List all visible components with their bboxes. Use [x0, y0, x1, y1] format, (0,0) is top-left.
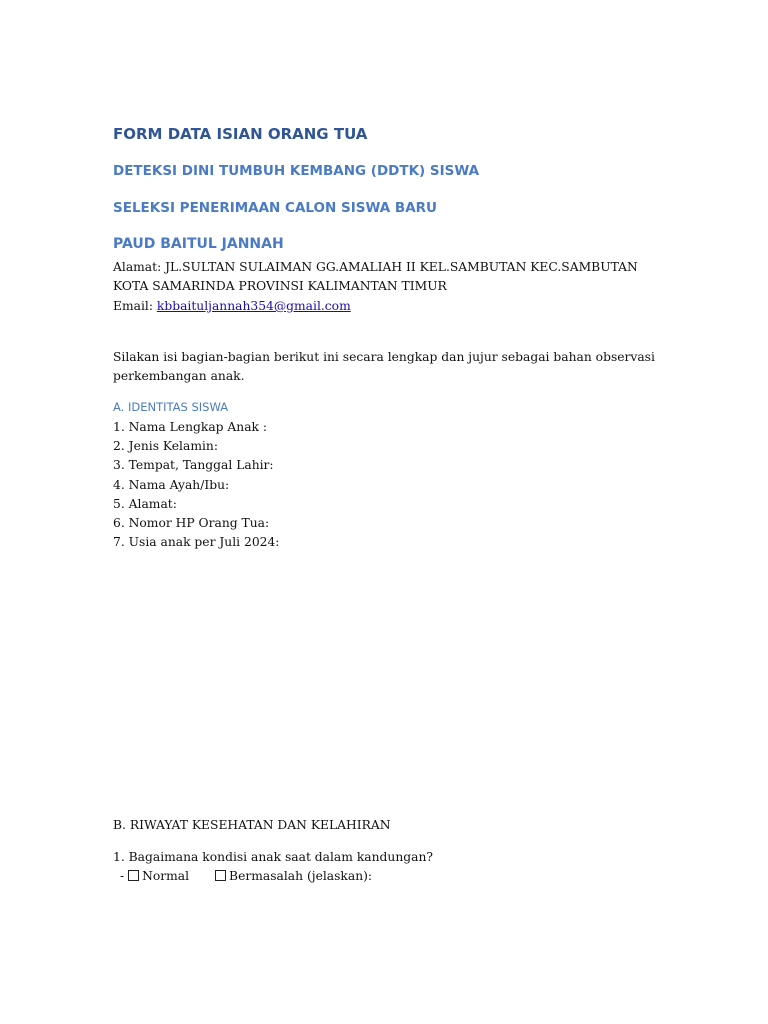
email-line [113, 297, 351, 316]
normal-checkbox[interactable] [128, 870, 139, 881]
identity-item-parent-name: 4. Nama Ayah/Ibu: [113, 477, 230, 492]
problem-checkbox[interactable] [215, 870, 226, 881]
option-prefix: - [120, 869, 129, 883]
form-subtitle-ddtk: DETEKSI DINI TUMBUH KEMBANG (DDTK) SISWA [113, 163, 480, 179]
form-title: FORM DATA ISIAN ORANG TUA [113, 125, 368, 143]
question-pregnancy: 1. Bagaimana kondisi anak saat dalam kandungan? [113, 850, 433, 864]
option-problem-label: Bermasalah (jelaskan): [229, 869, 373, 883]
identity-item-age: 7. Usia anak per Juli 2024: [113, 535, 280, 550]
school-name: PAUD BAITUL JANNAH [113, 236, 284, 252]
section-a-title: A. IDENTITAS SISWA [113, 400, 229, 414]
pregnancy-options [120, 867, 372, 886]
intro-line-1: Silakan isi bagian-bagian berikut ini secara lengkap dan jujur sebagai bahan observasi [113, 350, 655, 364]
intro-line-2: perkembangan anak. [113, 369, 245, 383]
identity-list [113, 418, 279, 552]
identity-item-phone: 6. Nomor HP Orang Tua: [113, 516, 270, 531]
identity-item-child-name: 1. Nama Lengkap Anak : [113, 420, 268, 434]
address-line-1: Alamat: JL.SULTAN SULAIMAN GG.AMALIAH II KEL.SAMBUTAN KEC.SAMBUTAN [113, 260, 638, 274]
identity-item-gender: 2. Jenis Kelamin: [113, 439, 218, 454]
email-link[interactable]: kbbaituljannah354@gmail.com [156, 299, 351, 313]
identity-item-address: 5. Alamat: [113, 496, 177, 511]
option-normal-label: Normal [142, 869, 190, 883]
identity-item-birth: 3. Tempat, Tanggal Lahir: [113, 458, 274, 473]
address-line-2: KOTA SAMARINDA PROVINSI KALIMANTAN TIMUR [113, 279, 447, 293]
form-subtitle-selection: SELEKSI PENERIMAAN CALON SISWA BARU [113, 200, 438, 216]
section-b-title: B. RIWAYAT KESEHATAN DAN KELAHIRAN [113, 818, 391, 832]
email-label: Email: [113, 299, 157, 313]
